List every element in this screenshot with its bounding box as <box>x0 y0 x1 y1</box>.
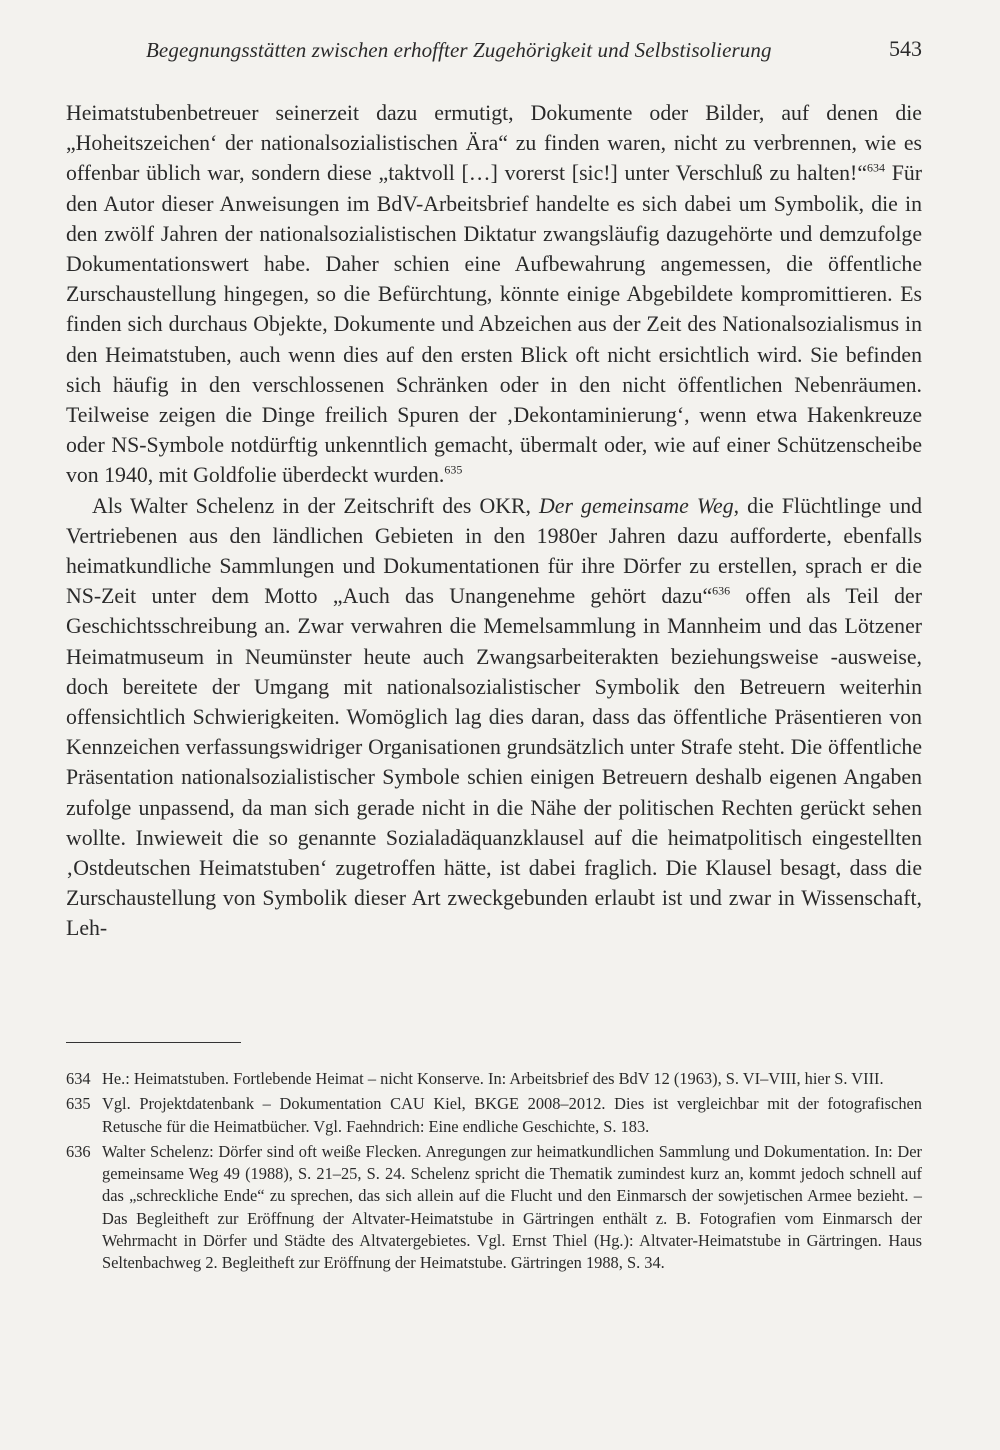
running-title: Begegnungsstätten zwischen erhoffter Zugehörigkeit und Selbstisolierung <box>146 38 772 62</box>
paragraph-1-text-a: Heimatstubenbetreuer seinerzeit dazu ermutigt, Dokumente oder Bilder, auf denen die „Hoheitszeichen‘ der nationalsozialistischen Ära“ zu finden waren, nicht zu verbrennen, wie es offenbar üblich war, sondern diese „taktvoll […] vorerst [sic!] unter Verschluß zu halten!“ <box>66 101 922 186</box>
footnote-divider <box>66 1042 241 1043</box>
paragraph-2-text-a: Als Walter Schelenz in der Zeitschrift des OKR, <box>92 493 540 518</box>
footnote-text: He.: Heimatstuben. Fortlebende Heimat – nicht Konserve. In: Arbeitsbrief des BdV 12 (1963), S. VI–VIII, hier S. VIII. <box>102 1069 884 1088</box>
paragraph-1-text-b: Für den Autor dieser Anweisungen im BdV-Arbeitsbrief handelte es sich dabei um Symbolik, die in den zwölf Jahren der nationalsozialistischen Diktatur zwangsläufig dazugehörte und demzufolge Dokumentationswert habe. Daher schien eine Aufbewahrung angemessen, die öffentliche Zurschaustellung hingegen, so die Befürchtung, könnte einige Abgebildete kompromittieren. Es finden sich durchaus Objekte, Dokumente und Abzeichen aus der Zeit des Nationalsozialismus in den Heimatstuben, auch wenn dies auf den ersten Blick oft nicht ersichtlich wird. Sie befinden sich häufig in den verschlossenen Schränken oder in den nicht öffentlichen Nebenräumen. Teilweise zeigen die Dinge freilich Spuren der ‚Dekontaminierung‘, wenn etwa Hakenkreuze oder NS-Symbole notdürftig unkenntlich gemacht, übermalt oder, wie auf einer Schützenscheibe von 1940, mit Goldfolie überdeckt wurden. <box>66 161 922 488</box>
paragraph-2-text-c: offen als Teil der Geschichtsschreibung an. Zwar verwahren die Memelsammlung in Mannheim und das Lötzener Heimatmuseum in Neumünster heute auch Zwangsarbeiterakten beziehungsweise -ausweise, doch bereitete der Umgang mit nationalsozialistischer Symbolik den Betreuern weiterhin offensichtlich Schwierigkeiten. Womöglich lag dies daran, dass das öffentliche Präsentieren von Kennzeichen verfassungswidriger Organisationen grundsätzlich unter Strafe steht. Die öffentliche Präsentation nationalsozialistischer Symbole schien einigen Betreuern deshalb eigenen Angaben zufolge unpassend, da man sich gerade nicht in die Nähe der politischen Rechten gerückt sehen wollte. Inwieweit die so genannte Sozialadäquanzklausel auf die heimatpolitisch eingestellten ‚Ostdeutschen Heimatstuben‘ zugetroffen hätte, ist dabei fraglich. Die Klausel besagt, dass die Zurschaustellung von Symbolik dieser Art zweckgebunden erlaubt ist und zwar in Wissenschaft, Leh- <box>66 584 922 941</box>
page-number: 543 <box>889 36 922 61</box>
journal-title: Der gemeinsame Weg <box>539 493 734 518</box>
footnote-reference-636: 636 <box>712 583 731 598</box>
footnote <box>66 1141 922 1275</box>
footnote-number: 635 <box>66 1094 91 1114</box>
footnote-reference-634: 634 <box>867 161 885 176</box>
footnotes <box>66 1068 922 1278</box>
running-head <box>66 34 922 70</box>
main-text <box>66 98 922 944</box>
paragraph-1 <box>66 98 922 491</box>
footnote-reference-635: 635 <box>444 463 463 478</box>
paragraph-2 <box>66 491 922 944</box>
footnote <box>66 1068 922 1090</box>
footnote-text: Walter Schelenz: Dörfer sind oft weiße Flecken. Anregungen zur heimatkundlichen Sammlung und Dokumentation. In: Der gemeinsame Weg 49 (1988), S. 21–25, S. 24. Schelenz spricht die Thematik zumindest kurz an, kommt jedoch schnell auf das „schreckliche Ende“ zu sprechen, das sich allein auf die Flucht und den Einmarsch der sowjetischen Armee bezieht. – Das Begleitheft zur Eröffnung der Altvater-Heimatstube in Gärtringen enthält z. B. Fotografien vom Einmarsch der Wehrmacht in Dörfer und Städte des Altvatergebietes. Vgl. Ernst Thiel (Hg.): Altvater-Heimatstube in Gärtringen. Haus Seltenbachweg 2. Begleitheft zur Eröffnung der Heimatstube. Gärtringen 1988, S. 34. <box>102 1141 922 1273</box>
footnote-number: 636 <box>66 1141 91 1161</box>
paragraph-2-text-b: , die Flüchtlinge und Vertriebenen aus den ländlichen Gebieten in den 1980er Jahren dazu aufforderte, ebenfalls heimatkundliche Sammlungen und Dokumentationen für ihre Dörfer zu erstellen, sprach er die NS-Zeit unter dem Motto „Auch das Unangenehme gehört dazu“ <box>66 493 922 609</box>
footnote <box>66 1093 922 1138</box>
footnote-text: Vgl. Projektdatenbank – Dokumentation CAU Kiel, BKGE 2008–2012. Dies ist vergleichbar mit der fotografischen Retusche für die Heimatbücher. Vgl. Faehndrich: Eine endliche Geschichte, S. 183. <box>102 1094 922 1136</box>
footnote-number: 634 <box>66 1069 91 1088</box>
